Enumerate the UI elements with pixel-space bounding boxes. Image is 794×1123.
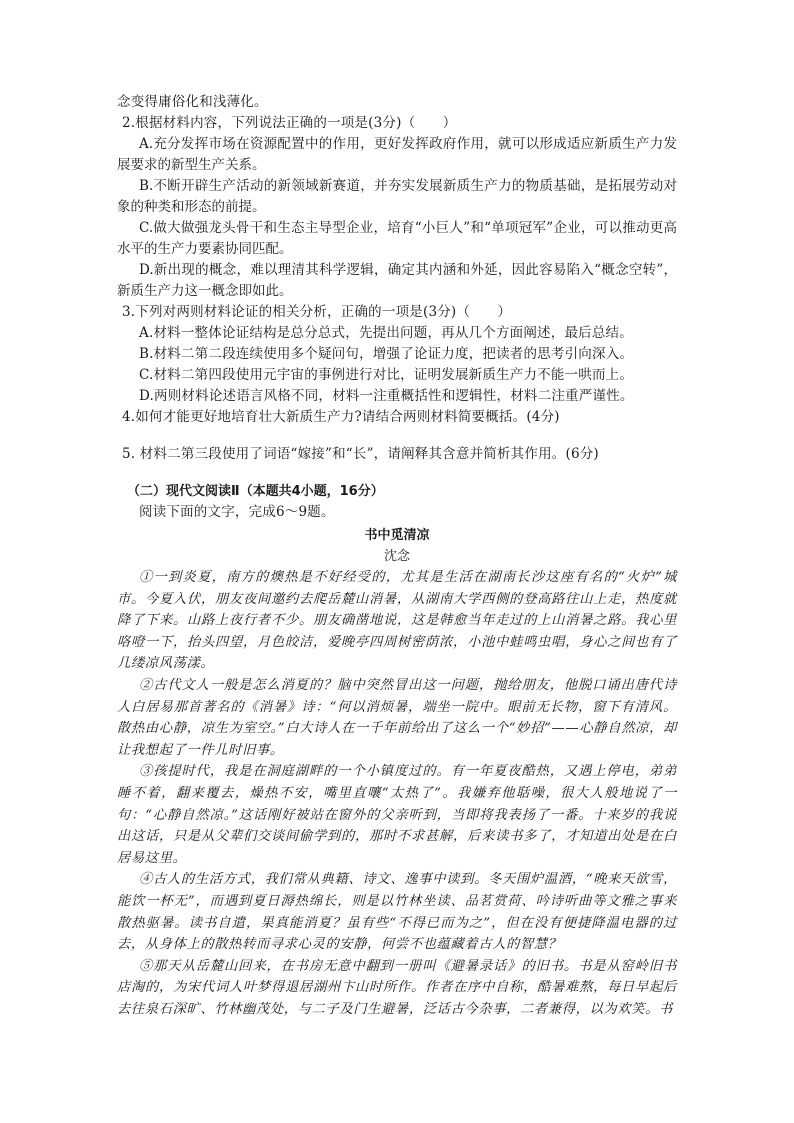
question-3-option-a: A.材料一整体论证结构是总分总式，先提出问题，再从几个方面阐述，最后总结。 [139, 325, 633, 341]
question-5: 5. 材料二第三段使用了词语“嫁接”和“长”，请阐释其含意并简析其作用。(6分) [122, 446, 599, 462]
question-2 [117, 113, 677, 302]
question-3-option-c: C.材料二第四段使用元宇宙的事例进行对比，证明发展新质生产力不能一哄而上。 [139, 367, 634, 383]
question-2-stem: 2.根据材料内容，下列说法正确的一项是(3分)（ ） [122, 115, 457, 131]
question-2-option-d: D.新出现的概念，难以理清其科学逻辑，确定其内涵和外延，因此容易陷入“概念空转”，新质生产力这一概念即如此。 [117, 262, 677, 299]
question-3-option-d: D.两则材料论述语言风格不同，材料一注重概括性和逻辑性，材料二注重严谨性。 [139, 388, 634, 404]
passage-paragraph-5: ⑤那天从岳麓山回来，在书房无意中翻到一册叫《避暑录话》的旧书。书是从窑岭旧书店淘的，为宋代词人叶梦得退居湖州卞山时所作。作者在序中自称，酷暑难熬，每日早起后去往泉石深旷、竹林幽茂处，与二子及门生避暑，泛话古今杂事，二者兼得，以为欢笑。书 [117, 958, 677, 1017]
section-heading: （二）现代文阅读Ⅱ（本题共4小题，16分） [127, 484, 384, 499]
reading-passage [117, 525, 677, 1020]
passage-author: 沈念 [383, 549, 410, 564]
question-3 [117, 302, 677, 407]
question-3-stem: 3.下列对两则材料论证的相关分析，正确的一项是(3分)（ ） [122, 304, 512, 320]
passage-paragraph-3: ③孩提时代，我是在洞庭湖畔的一个小镇度过的。有一年夏夜酷热，又遇上停电，弟弟睡不着，翻来覆去，燥热不安，嘴里直嚷“太热了”。我嫌弃他聒噪，很大人般地说了一句：“心静自然凉。”这话刚好被站在窗外的父亲听到，当即将我表扬了一番。十来岁的我说出这话，只是从父辈们交谈间偷学到的，那时不求甚解，后来读书多了，才知道出处是在白居易这里。 [117, 764, 677, 866]
passage-paragraph-4: ④古人的生活方式，我们常从典籍、诗文、逸事中读到。冬天围炉温酒，“晚来天欲雪，能饮一杯无”，而遇到夏日溽热绵长，则是以竹林坐读、品茗赏荷、吟诗听曲等文雅之事来散热驱暑。读书自遣，果真能消夏？虽有些“不得已而为之”，但在没有便捷降温电器的过去，从身体上的散热转而寻求心灵的安静，何尝不也蕴藏着古人的智慧？ [117, 872, 677, 953]
passage-title: 书中觅清凉 [364, 528, 430, 543]
passage-paragraph-1: ①一到炎夏，南方的燠热是不好经受的，尤其是生活在湖南长沙这座有名的“火炉”城市。今夏入伏，朋友夜间邀约去爬岳麓山消暑，从湖南大学西侧的登高路往山上走，热度就降了下来。山路上夜行者不少。朋友确凿地说，这是韩愈当年走过的上山消暑之路。我心里咯噔一下，抬头四望，月色皎洁，爱晚亭四周树密荫浓，小池中蛙鸣虫唱，身心之间也有了几缕凉风荡漾。 [117, 570, 677, 672]
document-page [117, 92, 677, 1020]
question-2-option-c: C.做大做强龙头骨干和生态主导型企业，培育“小巨人”和“单项冠军”企业，可以推动更高水平的生产力要素协同匹配。 [117, 220, 677, 257]
continued-text-line: 念变得庸俗化和浅薄化。 [117, 94, 268, 110]
question-4: 4.如何才能更好地培育壮大新质生产力?请结合两则材料简要概括。(4分) [122, 409, 560, 425]
passage-paragraph-2: ②古代文人一般是怎么消夏的？脑中突然冒出这一问题，抛给朋友，他脱口诵出唐代诗人白居易那首著名的《消暑》诗：“何以消烦暑，端坐一院中。眼前无长物，窗下有清风。散热由心静，凉生为室空。”白大诗人在一千年前给出了这么一个“妙招”——心静自然凉，却让我想起了一件儿时旧事。 [117, 677, 677, 758]
section-instruction: 阅读下面的文字，完成6～9题。 [139, 504, 335, 520]
question-2-option-a: A.充分发挥市场在资源配置中的作用，更好发挥政府作用，就可以形成适应新质生产力发展要求的新型生产关系。 [117, 136, 677, 173]
question-2-option-b: B.不断开辟生产活动的新领域新赛道，并夯实发展新质生产力的物质基础，是拓展劳动对象的种类和形态的前提。 [117, 178, 677, 215]
question-3-option-b: B.材料二第二段连续使用多个疑问句，增强了论证力度，把读者的思考引向深入。 [139, 346, 634, 362]
